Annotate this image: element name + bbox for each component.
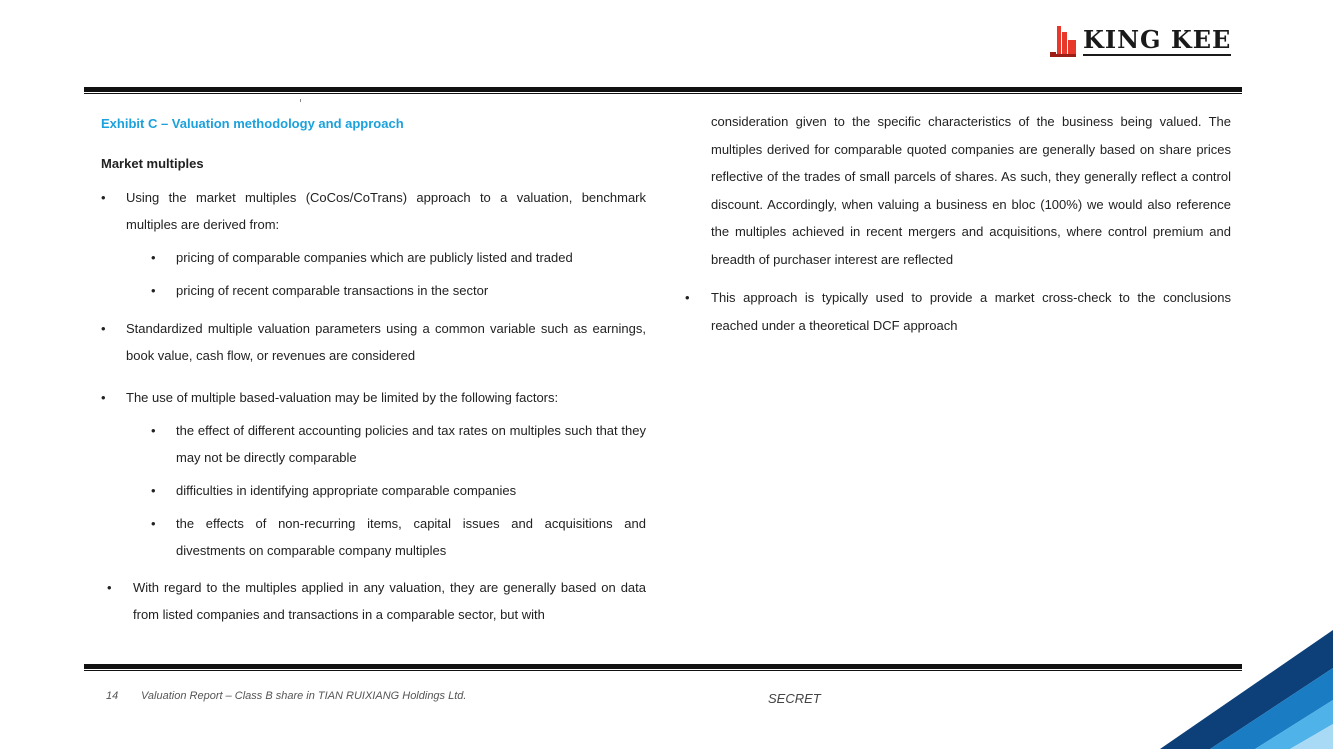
- sub-bullet-text: the effects of non-recurring items, capital issues and acquisitions and divestments on comparable company multiples: [176, 516, 646, 558]
- sub-bullet-text: the effect of different accounting policies and tax rates on multiples such that they may not be directly comparable: [176, 423, 646, 465]
- classification-label: SECRET: [768, 691, 821, 706]
- sub-bullet-text: pricing of recent comparable transactions in the sector: [176, 283, 489, 298]
- sub-bullet-text: difficulties in identifying appropriate comparable companies: [176, 483, 517, 498]
- bullet-icon: •: [101, 390, 106, 405]
- sub-bullet-text: pricing of comparable companies which are publicly listed and traded: [176, 250, 573, 265]
- continuation-paragraph: consideration given to the specific characteristics of the business being valued. The multiples derived for comparable quoted companies are generally based on share prices reflective of the trades of small parcels of shares. As such, they generally reflect a control discount. Accordingly, when valuing a business en bloc (100%) we would also reference the multiples achieved in recent mergers and acquisitions, where control premium and breadth of purchaser interest are reflected: [711, 114, 1231, 267]
- bullet-text: The use of multiple based-valuation may be limited by the following factors:: [126, 390, 559, 405]
- bullet-icon: •: [101, 321, 106, 336]
- bullet-icon: •: [101, 190, 106, 205]
- footer-report-title: Valuation Report – Class B share in TIAN RUIXIANG Holdings Ltd.: [141, 690, 467, 702]
- bullet-text: This approach is typically used to provide a market cross-check to the conclusions reached under a theoretical DCF approach: [711, 290, 1231, 333]
- page-number: 14: [106, 690, 119, 702]
- bullet-icon: •: [151, 283, 156, 298]
- bullet-text: With regard to the multiples applied in any valuation, they are generally based on data from listed companies and transactions in a comparable sector, but with: [133, 580, 646, 622]
- bullet-text: Standardized multiple valuation parameters using a common variable such as earnings, book value, cash flow, or revenues are considered: [126, 321, 646, 363]
- bullet-text: Using the market multiples (CoCos/CoTrans) approach to a valuation, benchmark multiples are derived from:: [126, 190, 646, 232]
- section-title: Market multiples: [101, 156, 204, 171]
- bullet-icon: •: [151, 483, 156, 498]
- bullet-icon: •: [151, 423, 156, 438]
- bullet-icon: •: [151, 516, 156, 531]
- bullet-icon: •: [151, 250, 156, 265]
- bullet-icon: •: [107, 580, 112, 595]
- exhibit-title: Exhibit C – Valuation methodology and approach: [101, 116, 404, 131]
- bullet-icon: •: [685, 290, 690, 305]
- logo-wordmark: KING KEE: [1083, 25, 1232, 54]
